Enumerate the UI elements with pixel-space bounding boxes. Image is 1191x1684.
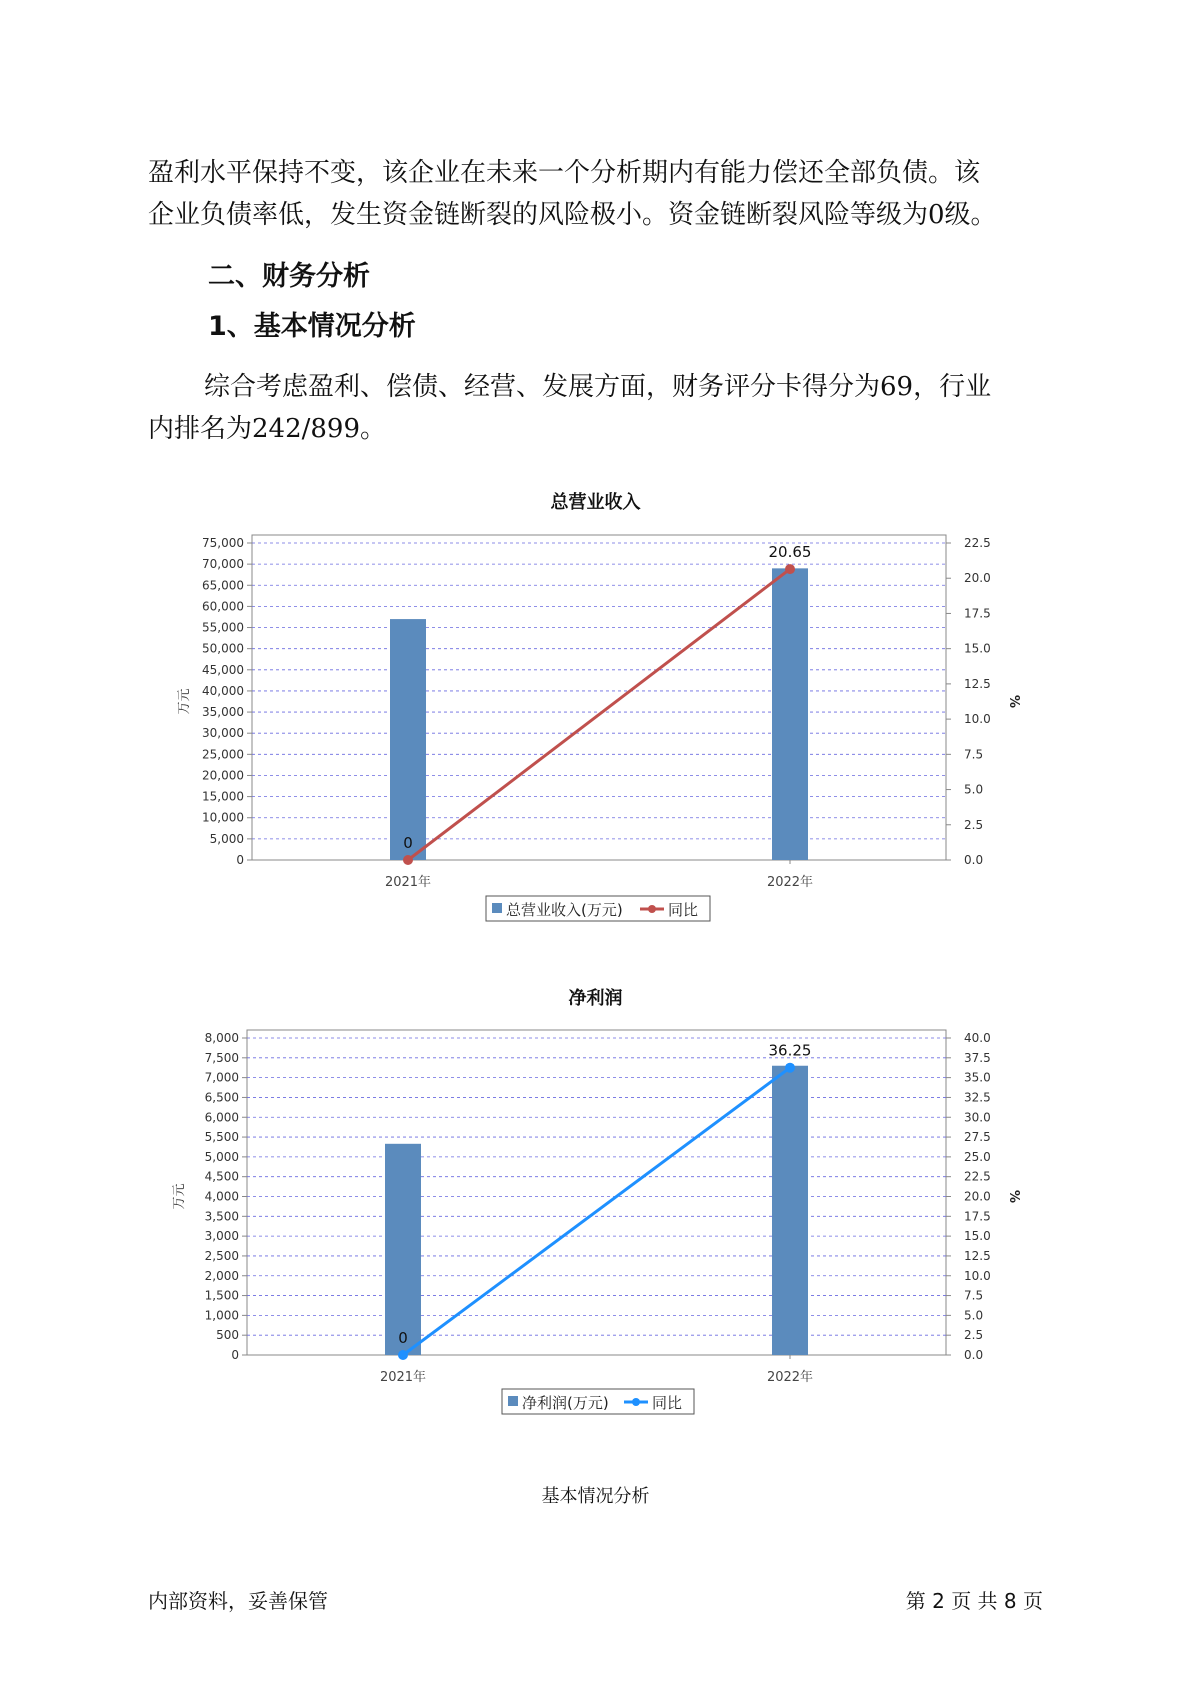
body-paragraph-1 <box>148 152 1048 236</box>
legend-bar-label: 净利润(万元) <box>522 1394 609 1412</box>
body-paragraph-2 <box>148 366 1048 450</box>
y2-tick-label: 7.5 <box>964 747 984 762</box>
bar-2021年 <box>385 1144 421 1355</box>
x-tick-label: 2021年 <box>379 1370 427 1385</box>
y-tick-label: 8,000 <box>204 1031 239 1045</box>
footer-page-number: 第 2 页 共 8 页 <box>905 1589 1043 1613</box>
revenue-chart <box>0 525 1191 935</box>
x-tick-label: 2022年 <box>766 875 814 890</box>
y2-tick-label: 30.0 <box>964 1110 991 1125</box>
y-tick-label: 7,000 <box>204 1070 239 1085</box>
y-tick-label: 4,500 <box>204 1169 239 1184</box>
legend-bar-swatch <box>508 1396 518 1406</box>
plot-area <box>247 1030 946 1355</box>
legend-line-marker <box>648 905 656 913</box>
footer-confidential-note: 内部资料，妥善保管 <box>148 1589 328 1613</box>
y-tick-label: 25,000 <box>202 747 244 762</box>
y-tick-label: 75,000 <box>202 536 244 550</box>
y2-tick-label: 2.5 <box>964 1328 984 1343</box>
y2-tick-label: 37.5 <box>964 1050 991 1065</box>
y2-tick-label: 20.0 <box>964 1189 991 1204</box>
y-tick-label: 45,000 <box>202 662 244 677</box>
y2-tick-label: 25.0 <box>964 1149 991 1164</box>
subsection-heading: 1、基本情况分析 <box>208 311 416 342</box>
y-tick-label: 0 <box>236 853 244 867</box>
y-tick-label: 65,000 <box>202 578 244 593</box>
y-tick-label: 35,000 <box>202 705 244 720</box>
y2-tick-label: 10.0 <box>964 712 991 727</box>
legend-line-label: 同比 <box>652 1394 683 1412</box>
section-heading: 二、财务分析 <box>208 261 370 292</box>
legend-line-label: 同比 <box>668 901 699 919</box>
plot-area <box>252 535 946 860</box>
net-profit-chart <box>0 1022 1191 1432</box>
y-tick-label: 5,500 <box>204 1130 239 1145</box>
y2-tick-label: 5.0 <box>964 782 984 797</box>
yoy-point <box>785 1063 795 1073</box>
x-tick-label: 2022年 <box>766 1370 814 1385</box>
y-tick-label: 1,000 <box>204 1308 239 1323</box>
y2-tick-label: 40.0 <box>964 1031 991 1045</box>
y-tick-label: 2,500 <box>204 1248 239 1263</box>
y2-tick-label: 7.5 <box>964 1288 984 1303</box>
y2-tick-label: 27.5 <box>964 1130 991 1145</box>
y-tick-label: 60,000 <box>202 599 244 614</box>
chart-2-title: 净利润 <box>568 988 623 1009</box>
paragraph-2-line-1: 综合考虑盈利、偿债、经营、发展方面，财务评分卡得分为69，行业 <box>204 372 992 402</box>
y2-tick-label: 35.0 <box>964 1070 991 1085</box>
y2-tick-label: 15.0 <box>964 1229 991 1244</box>
yoy-data-label: 0 <box>403 834 413 852</box>
yoy-point <box>403 855 413 865</box>
y2-tick-label: 0.0 <box>964 853 984 867</box>
y-tick-label: 0 <box>231 1348 239 1362</box>
y2-tick-label: 2.5 <box>964 817 984 832</box>
y-tick-label: 40,000 <box>202 683 244 698</box>
y2-tick-label: 20.0 <box>964 571 991 586</box>
y-tick-label: 55,000 <box>202 620 244 635</box>
y-tick-label: 500 <box>216 1328 239 1343</box>
y-tick-label: 5,000 <box>204 1149 239 1164</box>
y-tick-label: 70,000 <box>202 557 244 572</box>
y-tick-label: 4,000 <box>204 1189 239 1204</box>
paragraph-2-line-2: 内排名为242/899。 <box>148 414 387 444</box>
y-tick-label: 1,500 <box>204 1288 239 1303</box>
y2-axis-label: % <box>1006 1189 1021 1204</box>
legend-bar-label: 总营业收入(万元) <box>506 901 623 919</box>
y-axis-label: 万元 <box>172 1183 187 1210</box>
y-tick-label: 3,500 <box>204 1209 239 1224</box>
y2-tick-label: 5.0 <box>964 1308 984 1323</box>
y-tick-label: 50,000 <box>202 641 244 656</box>
y-tick-label: 10,000 <box>202 810 244 825</box>
figure-caption: 基本情况分析 <box>541 1486 650 1507</box>
paragraph-1-line-2: 企业负债率低，发生资金链断裂的风险极小。资金链断裂风险等级为0级。 <box>148 200 997 230</box>
y-tick-label: 2,000 <box>204 1268 239 1283</box>
y-tick-label: 6,500 <box>204 1090 239 1105</box>
y2-tick-label: 17.5 <box>964 1209 991 1224</box>
y-tick-label: 6,000 <box>204 1110 239 1125</box>
bar-2021年 <box>390 619 426 860</box>
y-axis-label: 万元 <box>177 688 192 715</box>
y-tick-label: 15,000 <box>202 789 244 804</box>
chart-1-title: 总营业收入 <box>550 492 641 513</box>
bar-2022年 <box>772 1066 808 1355</box>
y2-tick-label: 15.0 <box>964 641 991 656</box>
y2-tick-label: 12.5 <box>964 1248 991 1263</box>
yoy-point <box>398 1350 408 1360</box>
x-tick-label: 2021年 <box>384 875 432 890</box>
legend-line-marker <box>632 1398 640 1406</box>
yoy-data-label: 0 <box>398 1329 408 1347</box>
y-tick-label: 3,000 <box>204 1229 239 1244</box>
paragraph-1-line-1: 盈利水平保持不变，该企业在未来一个分析期内有能力偿还全部负债。该 <box>148 158 981 188</box>
y-tick-label: 30,000 <box>202 726 244 741</box>
yoy-point <box>785 564 795 574</box>
y2-tick-label: 17.5 <box>964 606 991 621</box>
y2-axis-label: % <box>1006 694 1021 709</box>
yoy-data-label: 36.25 <box>768 1041 812 1060</box>
y2-tick-label: 22.5 <box>964 1169 991 1184</box>
yoy-data-label: 20.65 <box>768 543 812 562</box>
bar-2022年 <box>772 568 808 860</box>
y2-tick-label: 12.5 <box>964 676 991 691</box>
y-tick-label: 5,000 <box>209 831 244 846</box>
y-tick-label: 7,500 <box>204 1050 239 1065</box>
y-tick-label: 20,000 <box>202 768 244 783</box>
legend-bar-swatch <box>492 903 502 913</box>
y2-tick-label: 10.0 <box>964 1268 991 1283</box>
y2-tick-label: 0.0 <box>964 1348 984 1362</box>
y2-tick-label: 32.5 <box>964 1090 991 1105</box>
y2-tick-label: 22.5 <box>964 536 991 550</box>
